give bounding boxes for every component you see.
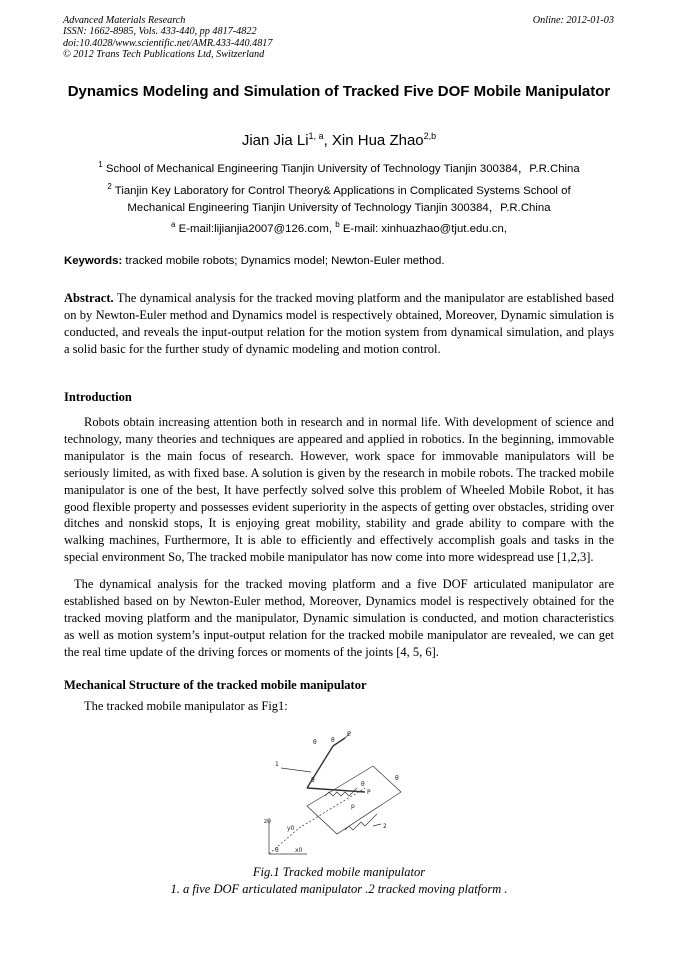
keywords-label: Keywords:	[64, 255, 123, 267]
leader-1	[281, 768, 311, 772]
journal-header	[63, 15, 272, 61]
affiliation-2	[92, 178, 586, 217]
tracked-manipulator-figure	[255, 728, 415, 860]
mechanical-heading: Mechanical Structure of the tracked mobile manipulator	[64, 678, 367, 692]
introduction-heading: Introduction	[64, 390, 132, 404]
paper-title: Dynamics Modeling and Simulation of Tracked Five DOF Mobile Manipulator	[67, 83, 611, 100]
theta-label-3: θ	[311, 777, 315, 784]
aff2-text: Tianjin Key Laboratory for Control Theory& Applications in Complicated Systems School of Mechanical Engineering Tianjin University of Technology Tianjin 300384，P.R.China	[114, 184, 571, 214]
keywords-text: tracked mobile robots; Dynamics model; Newton-Euler method.	[125, 255, 445, 267]
abstract	[64, 290, 614, 358]
label-p: p	[351, 803, 355, 810]
theta-label-base: θ	[275, 847, 279, 854]
email-b-sup: b	[335, 220, 340, 229]
label-2: 2	[383, 823, 387, 830]
issn-line: ISSN: 1662-8985, Vols. 433-440, pp 4817-4822	[63, 26, 257, 38]
mechanical-intro: The tracked mobile manipulator as Fig1:	[84, 699, 288, 713]
email-a-sup: a	[171, 220, 176, 229]
label-E: E	[347, 731, 351, 738]
email-a: E-mail:lijianjia2007@126.com,	[178, 222, 333, 235]
journal-name: Advanced Materials Research	[63, 15, 186, 26]
label-z0: z0	[264, 818, 271, 825]
online-date: Online: 2012-01-03	[532, 15, 614, 26]
theta-label-1: θ	[313, 739, 317, 746]
label-1: 1	[275, 761, 279, 768]
author-1-sup: 1, a	[308, 131, 324, 141]
author-line	[60, 131, 618, 149]
email-line	[60, 216, 618, 238]
intro-paragraph-2: The dynamical analysis for the tracked moving platform and a five DOF articulated manipulator are established based on by Newton-Euler method, Moreover, Dynamics model is respectively obtained for the tracked moving platform and the manipulator, Dynamic simulation is conducted, and motion characteristics as well as motion system’s input-output relation for the tracked mobile manipulator are revealed, we can get the real time update of the driving forces or moments of the joints [4, 5, 6].	[64, 577, 614, 659]
affiliation-1	[60, 156, 618, 178]
copyright-line: © 2012 Trans Tech Publications Ltd, Switzerland	[63, 49, 265, 61]
label-x0: x0	[295, 847, 303, 854]
label-P: P	[367, 789, 371, 796]
platform-outline	[307, 766, 401, 834]
author-2-sup: 2,b	[423, 131, 437, 141]
theta-label-4: θ	[361, 781, 365, 788]
theta-label-5: θ	[395, 775, 399, 782]
aff2-sup: 2	[107, 182, 112, 191]
abstract-label: Abstract.	[64, 291, 114, 305]
keywords	[64, 255, 444, 267]
manipulator-link-3	[333, 738, 345, 746]
aff1-sup: 1	[98, 160, 103, 169]
theta-label-2: θ	[331, 737, 335, 744]
intro-paragraph-1: Robots obtain increasing attention both in research and in normal life. With development of science and technology, many theories and techniques are appeared and applied in robotics. In the beginning, immovable manipulator is the main focus of research. However, work space for immovable manipulators will be seriously limited, as with fixed base. A solution is given by the research in mobile robots. The tracked mobile manipulator is one of the best, It have perfectly solved solve this problem of Wheeled Mobile Robot, it has good flexible property and possesses evident superiority in the aspects of getting over obstacles, striding over ditches and nonskid stops, It is enjoying great mobility, stability and grade ability to compare with the walking machines, Furthermore, It is able to efficiently and effectively accomplish goals and tasks in the special environment So, The tracked mobile manipulator has now come into more widespread use [1,2,3].	[64, 415, 614, 565]
figure-caption-legend: 1. a five DOF articulated manipulator .2 tracked moving platform .	[170, 882, 508, 896]
abstract-text: The dynamical analysis for the tracked moving platform and the manipulator are established based on by Newton-Euler method and Dynamics model is respectively obtained, Moreover, Dynamic simulation is conducted, and reveals the input-output relation for the motion system from dynamical simulation, and plays a solid basic for the further study of dynamic modeling and motion control.	[64, 291, 614, 356]
doi-line: doi:10.4028/www.scientific.net/AMR.433-440.4817	[63, 37, 273, 49]
author-1: Jian Jia Li	[241, 132, 309, 149]
label-y0: y0	[287, 825, 295, 832]
aff1-text: School of Mechanical Engineering Tianjin University of Technology Tianjin 300384，P.R.China	[105, 162, 580, 175]
leader-2	[373, 824, 381, 826]
track-lower	[345, 814, 377, 830]
figure-caption-title: Fig.1 Tracked mobile manipulator	[252, 865, 426, 879]
author-separator: ,	[323, 132, 332, 149]
email-b: E-mail: xinhuazhao@tjut.edu.cn,	[342, 222, 507, 235]
author-2: Xin Hua Zhao	[331, 132, 424, 149]
